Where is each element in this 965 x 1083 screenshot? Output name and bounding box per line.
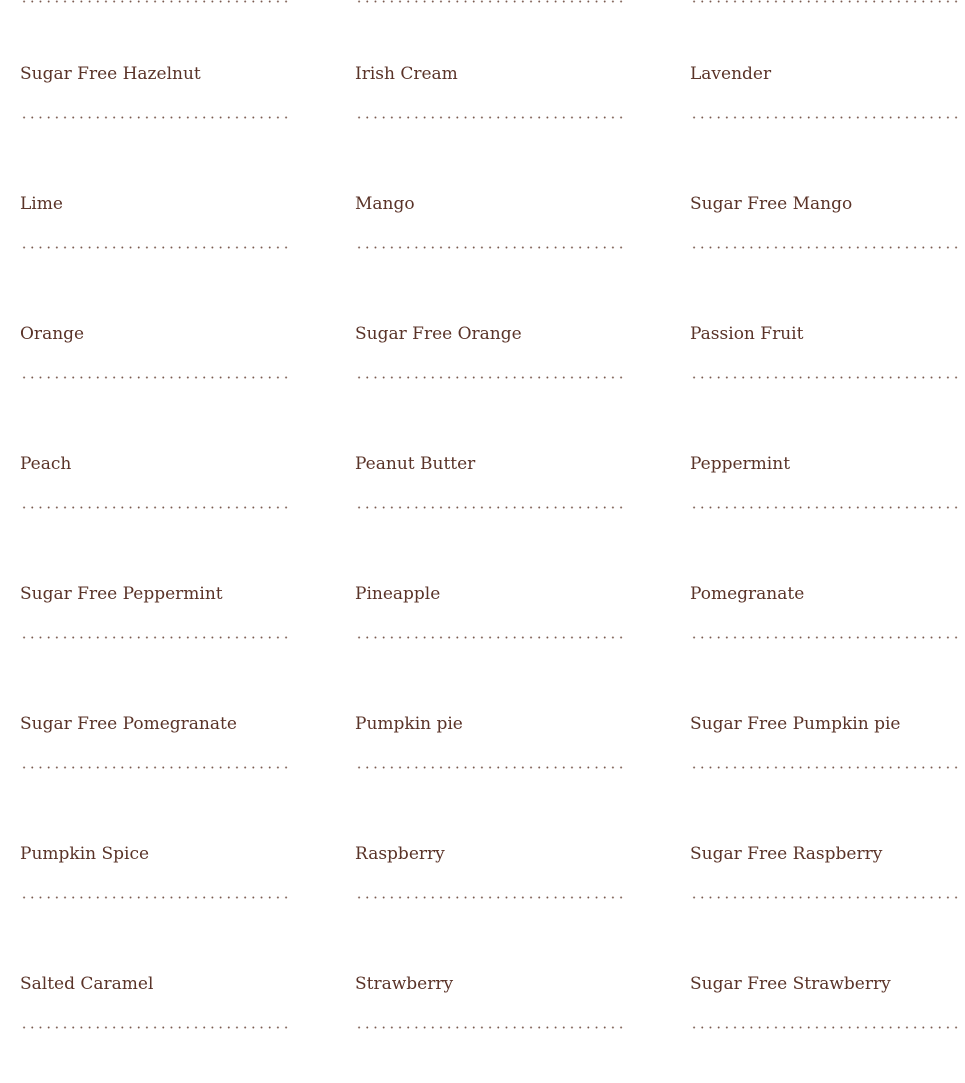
flavor-name: Strawberry xyxy=(355,974,454,994)
dotted-divider xyxy=(20,766,290,769)
flavor-name: Sugar Free Raspberry xyxy=(690,844,883,864)
flavor-name: Pumpkin Spice xyxy=(20,844,150,864)
dotted-divider xyxy=(20,246,290,249)
flavor-item xyxy=(20,453,290,523)
dotted-divider xyxy=(355,896,625,899)
flavor-name: Sugar Free Hazelnut xyxy=(20,64,201,84)
flavor-item xyxy=(690,973,960,1043)
flavor-name: Passion Fruit xyxy=(690,324,804,344)
flavor-item xyxy=(20,583,290,653)
flavor-name: Sugar Free Peppermint xyxy=(20,584,223,604)
dotted-divider xyxy=(20,376,290,379)
dotted-divider xyxy=(690,116,960,119)
top-divider xyxy=(690,0,960,3)
top-divider xyxy=(355,0,625,3)
dotted-divider xyxy=(355,0,625,3)
dotted-divider xyxy=(20,506,290,509)
flavor-item xyxy=(690,583,960,653)
dotted-divider xyxy=(20,896,290,899)
dotted-divider xyxy=(20,1026,290,1029)
flavor-name: Mango xyxy=(355,194,415,214)
flavor-name: Sugar Free Orange xyxy=(355,324,522,344)
dotted-divider xyxy=(355,506,625,509)
dotted-divider xyxy=(20,116,290,119)
flavor-item xyxy=(355,323,625,393)
flavor-name: Irish Cream xyxy=(355,64,458,84)
dotted-divider xyxy=(355,376,625,379)
flavor-item xyxy=(355,713,625,783)
dotted-divider xyxy=(690,766,960,769)
flavor-name: Pumpkin pie xyxy=(355,714,463,734)
dotted-divider xyxy=(355,636,625,639)
dotted-divider xyxy=(690,0,960,3)
flavor-name: Pomegranate xyxy=(690,584,805,604)
dotted-divider xyxy=(690,636,960,639)
flavor-name: Sugar Free Mango xyxy=(690,194,853,214)
flavor-item xyxy=(355,63,625,133)
flavor-name: Sugar Free Pumpkin pie xyxy=(690,714,901,734)
flavor-name: Sugar Free Pomegranate xyxy=(20,714,237,734)
flavor-item xyxy=(355,973,625,1043)
dotted-divider xyxy=(690,896,960,899)
flavor-item xyxy=(355,583,625,653)
flavor-name: Lavender xyxy=(690,64,772,84)
flavor-name: Orange xyxy=(20,324,85,344)
flavor-name: Raspberry xyxy=(355,844,445,864)
dotted-divider xyxy=(355,766,625,769)
flavor-item xyxy=(690,193,960,263)
dotted-divider xyxy=(355,116,625,119)
flavor-item xyxy=(690,323,960,393)
flavor-name: Peppermint xyxy=(690,454,791,474)
dotted-divider xyxy=(20,636,290,639)
flavor-item xyxy=(690,63,960,133)
flavor-item xyxy=(355,453,625,523)
flavor-item xyxy=(20,713,290,783)
dotted-divider xyxy=(690,506,960,509)
flavor-name: Lime xyxy=(20,194,63,214)
dotted-divider xyxy=(355,1026,625,1029)
flavor-item xyxy=(20,193,290,263)
flavor-item xyxy=(355,193,625,263)
dotted-divider xyxy=(690,246,960,249)
flavor-item xyxy=(20,973,290,1043)
flavor-name: Salted Caramel xyxy=(20,974,154,994)
dotted-divider xyxy=(355,246,625,249)
top-divider xyxy=(20,0,290,3)
flavor-name: Sugar Free Strawberry xyxy=(690,974,891,994)
flavor-name: Pineapple xyxy=(355,584,441,604)
flavor-item xyxy=(690,453,960,523)
flavor-item xyxy=(20,323,290,393)
flavor-item xyxy=(690,843,960,913)
flavor-item xyxy=(690,713,960,783)
flavor-item xyxy=(355,843,625,913)
flavor-name: Peach xyxy=(20,454,72,474)
dotted-divider xyxy=(690,1026,960,1029)
flavor-name: Peanut Butter xyxy=(355,454,476,474)
flavor-item xyxy=(20,843,290,913)
dotted-divider xyxy=(690,376,960,379)
dotted-divider xyxy=(20,0,290,3)
flavor-item xyxy=(20,63,290,133)
